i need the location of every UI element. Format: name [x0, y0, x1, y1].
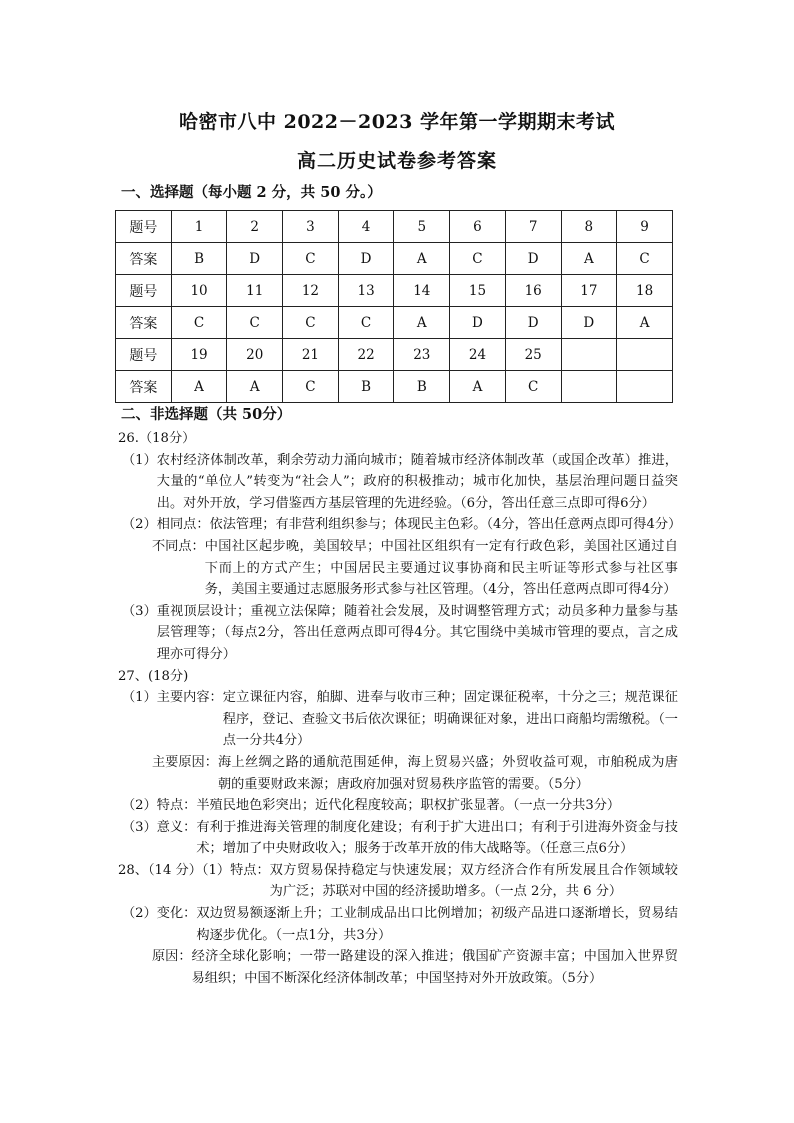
table-cell: 6 — [450, 211, 506, 243]
table-row-header: 答案 — [116, 243, 172, 275]
table-cell: A — [227, 371, 283, 403]
q27-part1-content — [118, 687, 678, 752]
q27-part2-label: （2）特点： — [122, 798, 197, 814]
table-cell: 23 — [394, 339, 450, 371]
q27-part1-content-label: （1）主要内容： — [122, 690, 223, 706]
q27-part1-reason-label: 主要原因： — [152, 754, 218, 770]
table-cell: D — [505, 307, 561, 339]
table-cell: C — [450, 243, 506, 275]
table-cell: D — [450, 307, 506, 339]
q28-part1-text: 双方贸易保持稳定与快速发展；双方经济合作有所发展且合作领域较为广泛；苏联对中国的经济援助增多。（一点 2分，共 6 分） — [269, 862, 678, 900]
q26-part3-text: 重视顶层设计；重视立法保障；随着社会发展，及时调整管理方式；动员多种力量参与基层管理等；（每点2分，答出任意两点即可得4分。其它围绕中美城市管理的要点，言之成理亦可得分） — [156, 603, 678, 662]
q27-part1-reason — [118, 752, 678, 795]
q26-part3-label: （3） — [122, 603, 157, 619]
q26-part2-same — [118, 514, 682, 536]
table-cell — [617, 371, 673, 403]
table-cell: A — [394, 307, 450, 339]
table-row-header: 题号 — [116, 211, 172, 243]
table-cell: 10 — [171, 275, 227, 307]
table-row-header: 答案 — [116, 307, 172, 339]
q28-heading: 28、（14 分）（1）特点： — [118, 862, 270, 878]
q28-part1 — [118, 860, 678, 903]
table-cell: 9 — [617, 211, 673, 243]
table-cell: 25 — [505, 339, 561, 371]
non-choice-answers — [118, 428, 682, 989]
table-cell: C — [338, 307, 394, 339]
table-cell: 4 — [338, 211, 394, 243]
table-cell — [561, 371, 617, 403]
table-cell: 2 — [227, 211, 283, 243]
table-row — [116, 307, 673, 339]
exam-subtitle: 高二历史试卷参考答案 — [296, 150, 497, 172]
q26-part1-text: 农村经济体制改革，剩余劳动力涌向城市；随着城市经济体制改革（或国企改革）推进，大量的“单位人”转变为“社会人”；政府的积极推动；城市化加快，基层治理问题日益突出。对外开放，学习借鉴西方基层管理的先进经验。（6分，答出任意三点即可得6分） — [156, 452, 678, 511]
table-row-header: 题号 — [116, 339, 172, 371]
table-row — [116, 371, 673, 403]
table-cell: 5 — [394, 211, 450, 243]
table-cell: C — [171, 307, 227, 339]
table-cell: 21 — [283, 339, 339, 371]
q27-heading: 27、(18分) — [118, 668, 189, 684]
table-cell: 22 — [338, 339, 394, 371]
exam-title: 哈密市八中 2022－2023 学年第一学期期末考试 — [179, 111, 615, 133]
table-cell: 1 — [171, 211, 227, 243]
table-cell: A — [394, 243, 450, 275]
table-cell — [561, 339, 617, 371]
q27-part2-text: 半殖民地色彩突出；近代化程度较高；职权扩张显著。（一点一分共3分） — [196, 798, 621, 814]
table-cell: 8 — [561, 211, 617, 243]
q27-part3 — [118, 817, 678, 860]
q26-part1-label: （1） — [122, 452, 157, 468]
q26-part2-same-text: 依法管理；有非营利组织参与；体现民主色彩。（4分，答出任意两点即可得4分） — [209, 517, 682, 533]
table-cell: D — [505, 243, 561, 275]
q27-part1-content-text: 定立课征内容，舶脚、进奉与收市三种；固定课征税率，十分之三；规范课征程序，登记、查验文书后依次课征；明确课征对象，进出口商船均需缴税。（一点一分共4分） — [222, 690, 678, 749]
table-cell: D — [561, 307, 617, 339]
table-cell: 13 — [338, 275, 394, 307]
q27-part3-label: （3）意义： — [122, 819, 197, 835]
q28-part2-change-label: （2）变化： — [122, 906, 197, 922]
table-cell: C — [617, 243, 673, 275]
table-cell: C — [283, 307, 339, 339]
table-cell: C — [283, 243, 339, 275]
q27-part2 — [118, 795, 678, 817]
table-cell: C — [283, 371, 339, 403]
table-cell: 18 — [617, 275, 673, 307]
q26-part2-diff-label: 不同点： — [152, 538, 205, 554]
q26-part2-diff-text: 中国社区起步晚，美国较早；中国社区组织有一定有行政色彩，美国社区通过自下而上的方式产生；中国居民主要通过议事协商和民主听证等形式参与社区事务，美国主要通过志愿服务形式参与社区管理。（4分，答出任意两点即可得4分） — [204, 538, 678, 598]
section-2-heading: 二、非选择题（共 50分） — [121, 406, 292, 423]
q28-part2-reason — [118, 946, 678, 989]
table-cell: 12 — [283, 275, 339, 307]
table-cell: 14 — [394, 275, 450, 307]
q28-part2-reason-text: 经济全球化影响；一带一路建设的深入推进；俄国矿产资源丰富；中国加入世界贸易组织；中国不断深化经济体制改革；中国坚持对外开放政策。（5分） — [191, 949, 678, 986]
q28-part2-reason-label: 原因： — [152, 949, 192, 965]
table-row — [116, 339, 673, 371]
table-cell — [617, 339, 673, 371]
q26-part3 — [118, 601, 678, 666]
table-row-header: 题号 — [116, 275, 172, 307]
table-cell: D — [227, 243, 283, 275]
q27-part1-reason-text: 海上丝绸之路的通航范围延伸，海上贸易兴盛；外贸收益可观，市舶税成为唐朝的重要财政来源；唐政府加强对贸易秩序监管的需要。（5分） — [217, 754, 678, 792]
table-cell: A — [617, 307, 673, 339]
table-cell: 11 — [227, 275, 283, 307]
table-cell: 20 — [227, 339, 283, 371]
table-row — [116, 243, 673, 275]
q26-part1 — [118, 450, 678, 515]
table-cell: 16 — [505, 275, 561, 307]
q26-part2-diff — [118, 536, 678, 601]
table-cell: 24 — [450, 339, 506, 371]
table-row — [116, 211, 673, 243]
table-cell: D — [338, 243, 394, 275]
table-cell: 19 — [171, 339, 227, 371]
table-cell: A — [450, 371, 506, 403]
table-cell: B — [338, 371, 394, 403]
table-cell: A — [561, 243, 617, 275]
table-cell: B — [171, 243, 227, 275]
table-cell: C — [505, 371, 561, 403]
table-cell: 17 — [561, 275, 617, 307]
table-cell: 7 — [505, 211, 561, 243]
table-cell: 3 — [283, 211, 339, 243]
q28-part2-change — [118, 903, 678, 946]
table-row-header: 答案 — [116, 371, 172, 403]
q26-part2-same-label: （2）相同点： — [122, 517, 210, 533]
table-cell: 15 — [450, 275, 506, 307]
table-cell: A — [171, 371, 227, 403]
q26-heading: 26.（18分） — [118, 431, 196, 446]
table-row — [116, 275, 673, 307]
answer-table — [115, 210, 673, 403]
q27-part3-text: 有利于推进海关管理的制度化建设；有利于扩大进出口；有利于引进海外资金与技术；增加了中央财政收入；服务于改革开放的伟大战略等。（任意三点6分） — [196, 819, 678, 857]
table-cell: B — [394, 371, 450, 403]
section-1-heading: 一、选择题（每小题 2 分，共 50 分。） — [121, 184, 382, 201]
q28-part2-change-text: 双边贸易额逐渐上升；工业制成品出口比例增加；初级产品进口逐渐增长，贸易结构逐步优化。（一点1分，共3分） — [196, 906, 678, 943]
table-cell: C — [227, 307, 283, 339]
